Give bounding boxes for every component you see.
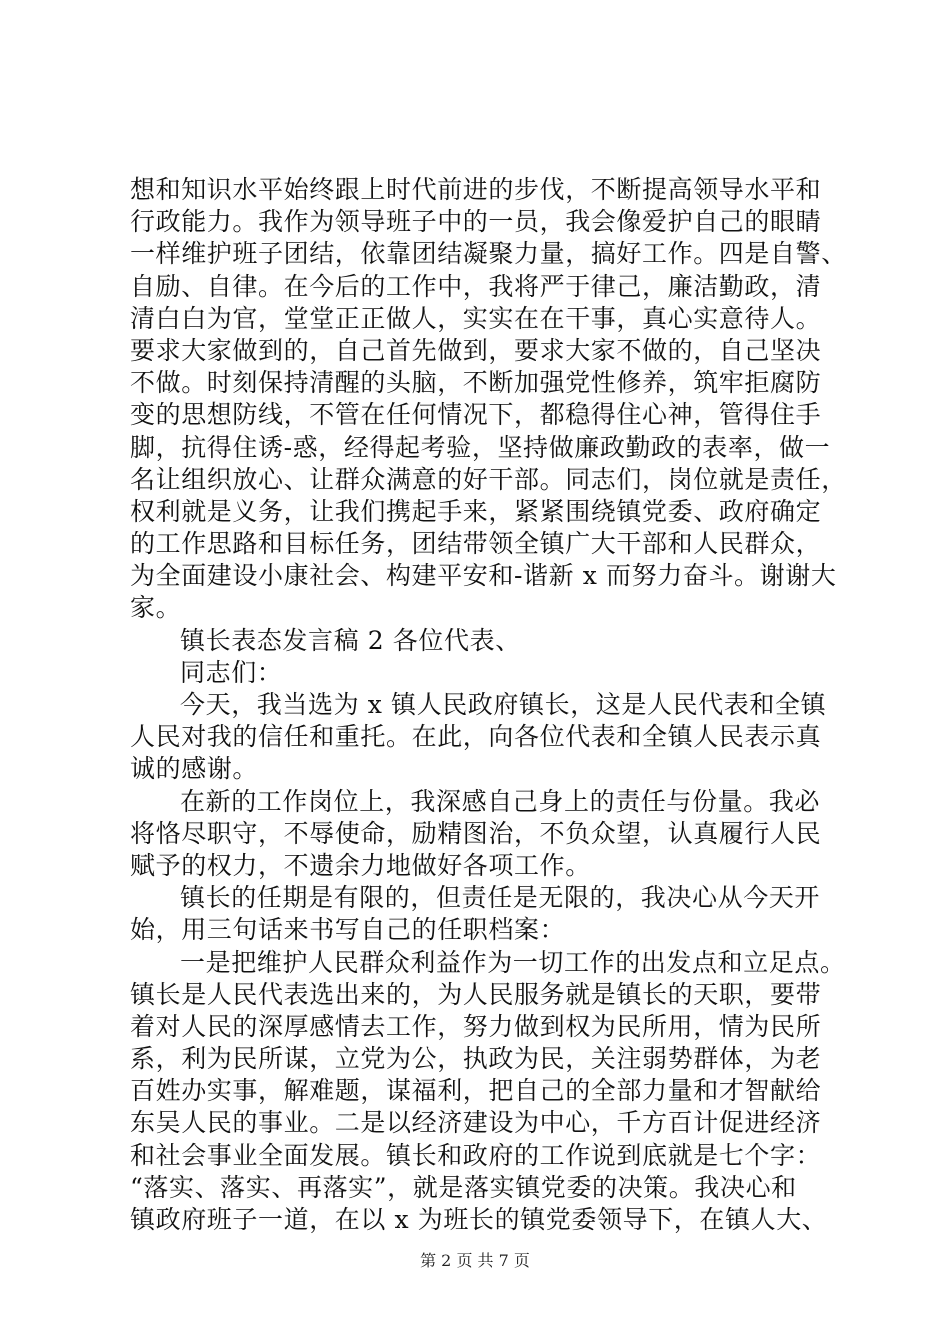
text-line: 要求大家做到的，自己首先做到，要求大家不做的，自己坚决 — [130, 335, 822, 365]
text-line: 自励、自律。在今后的工作中，我将严于律己，廉洁勤政，清 — [130, 271, 822, 301]
text-line: 清白白为官，堂堂正正做人，实实在在干事，真心实意待人。 — [130, 303, 822, 333]
text-line: 不做。时刻保持清醒的头脑，不断加强党性修养，筑牢拒腐防 — [130, 368, 822, 398]
text-line: 镇长是人民代表选出来的，为人民服务就是镇长的天职，要带 — [130, 979, 822, 1009]
text-line: 家。 — [130, 593, 182, 623]
text-line: 脚，抗得住诱-惑，经得起考验，坚持做廉政勤政的表率，做一 — [130, 432, 831, 462]
text-line: 一样维护班子团结，依靠团结凝聚力量，搞好工作。四是自警、 — [130, 239, 847, 269]
text-line: 始，用三句话来书写自己的任职档案： — [130, 915, 566, 945]
text-line: 同志们： — [180, 657, 283, 687]
text-line: 东吴人民的事业。二是以经济建设为中心，千方百计促进经济 — [130, 1108, 822, 1138]
text-line: 行政能力。我作为领导班子中的一员，我会像爱护自己的眼睛 — [130, 207, 822, 237]
text-line: 百姓办实事，解难题，谋福利，把自己的全部力量和才智献给 — [130, 1076, 822, 1106]
text-line: 想和知识水平始终跟上时代前进的步伐，不断提高领导水平和 — [130, 175, 822, 204]
text-line: 将恪尽职守，不辱使命，励精图治，不负众望，认真履行人民 — [130, 818, 822, 848]
text-line: 的工作思路和目标任务，团结带领全镇广大干部和人民群众， — [130, 529, 822, 559]
text-line: 变的思想防线，不管在任何情况下，都稳得住心神，管得住手 — [130, 400, 822, 430]
text-line: 名让组织放心、让群众满意的好干部。同志们，岗位就是责任， — [130, 464, 847, 494]
page-footer: 第 2 页 共 7 页 — [420, 1251, 530, 1270]
text-line: 系，利为民所谋，立党为公，执政为民，关注弱势群体，为老 — [130, 1044, 822, 1074]
text-line: 镇政府班子一道，在以 x 为班长的镇党委领导下，在镇人大、 — [130, 1205, 828, 1234]
text-line: 着对人民的深厚感情去工作，努力做到权为民所用，情为民所 — [130, 1011, 822, 1041]
text-line: 一是把维护人民群众利益作为一切工作的出发点和立足点。 — [180, 947, 846, 977]
text-line: 和社会事业全面发展。镇长和政府的工作说到底就是七个字： — [130, 1140, 822, 1170]
text-line: “落实、落实、再落实”，就是落实镇党委的决策。我决心和 — [130, 1172, 797, 1202]
text-line: 赋予的权力，不遗余力地做好各项工作。 — [130, 850, 591, 880]
text-line: 镇长的任期是有限的，但责任是无限的，我决心从今天开 — [180, 883, 821, 913]
text-line: 人民对我的信任和重托。在此，向各位代表和全镇人民表示真 — [130, 722, 822, 752]
document-body — [130, 174, 847, 1236]
text-line: 镇长表态发言稿 2 各位代表、 — [180, 625, 521, 655]
text-line: 为全面建设小康社会、构建平安和-谐新 x 而努力奋斗。谢谢大 — [130, 561, 837, 591]
text-line: 在新的工作岗位上，我深感自己身上的责任与份量。我必 — [180, 786, 821, 816]
text-line: 权利就是义务，让我们携起手来，紧紧围绕镇党委、政府确定 — [130, 496, 822, 526]
text-line: 诚的感谢。 — [130, 754, 259, 784]
text-line: 今天，我当选为 x 镇人民政府镇长，这是人民代表和全镇 — [180, 690, 827, 719]
